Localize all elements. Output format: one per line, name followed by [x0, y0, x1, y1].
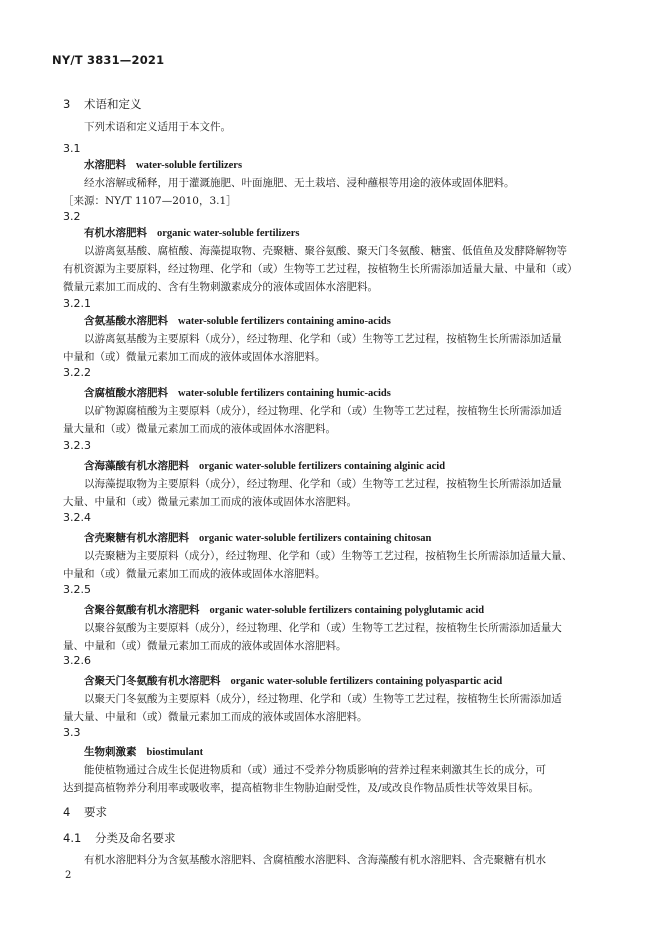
- definition-text-line: 量、中量和（或）微量元素加工而成的液体或固体水溶肥料。: [63, 640, 347, 652]
- definition-text-line: 以海藻提取物为主要原料（成分），经过物理、化学和（或）生物等工艺过程，按植物生长所需添加适量: [84, 478, 562, 490]
- definition-term: [84, 673, 502, 688]
- definition-number: 3.3: [63, 726, 81, 739]
- term-english: organic water-soluble fertilizers containing alginic acid: [199, 461, 446, 472]
- definition-text-line: 量大量、中量和（或）微量元素加工而成的液体或固体水溶肥料。: [63, 711, 368, 723]
- section-number: 3: [63, 97, 71, 111]
- section-4-heading: [63, 804, 107, 820]
- section-title: 术语和定义: [83, 97, 142, 111]
- term-english: organic water-soluble fertilizers containing chitosan: [199, 533, 432, 544]
- term-chinese: 含腐植酸水溶肥料: [84, 387, 168, 399]
- subsection-4-1-heading: [63, 830, 175, 846]
- definition-term: [84, 313, 391, 328]
- term-chinese: 含海藻酸有机水溶肥料: [84, 460, 189, 472]
- definition-text-line: 以聚谷氨酸为主要原料（成分），经过物理、化学和（或）生物等工艺过程，按植物生长所需添加适量大: [84, 622, 562, 634]
- definition-number: 3.2.4: [63, 511, 91, 524]
- term-english: organic water-soluble fertilizers containing polyaspartic acid: [230, 676, 503, 687]
- subsection-number: 4.1: [63, 831, 82, 845]
- term-english: organic water-soluble fertilizers containing polyglutamic acid: [209, 605, 485, 616]
- paragraph-line: 有机水溶肥料分为含氨基酸水溶肥料、含腐植酸水溶肥料、含海藻酸有机水溶肥料、含壳聚糖有机水: [84, 854, 546, 866]
- section-intro: 下列术语和定义适用于本文件。: [84, 121, 231, 133]
- definition-text-line: 中量和（或）微量元素加工而成的液体或固体水溶肥料。: [63, 351, 326, 363]
- definition-number: 3.2.5: [63, 583, 91, 596]
- section-3-heading: [63, 96, 141, 112]
- term-chinese: 生物刺激素: [84, 746, 137, 758]
- definition-term: [84, 602, 484, 617]
- definition-text-line: 经水溶解或稀释，用于灌溉施肥、叶面施肥、无土栽培、浸种蘸根等用途的液体或固体肥料。: [84, 177, 515, 189]
- definition-number: 3.2: [63, 210, 81, 223]
- definition-text-line: 有机资源为主要原料，经过物理、化学和（或）生物等工艺过程，按植物生长所需添加适量大量、中量和（或）: [63, 263, 578, 275]
- definition-term: [84, 225, 299, 240]
- definition-text-line: 以游离氨基酸为主要原料（成分），经过物理、化学和（或）生物等工艺过程，按植物生长所需添加适量: [84, 333, 562, 345]
- definition-term: [84, 157, 242, 172]
- term-english: water-soluble fertilizers containing amino-acids: [178, 316, 391, 327]
- subsection-title: 分类及命名要求: [94, 831, 176, 845]
- term-chinese: 含聚谷氨酸有机水溶肥料: [84, 604, 200, 616]
- definition-text-line: 大量、中量和（或）微量元素加工而成的液体或固体水溶肥料。: [63, 496, 357, 508]
- definition-text-line: 以矿物源腐植酸为主要原料（成分），经过物理、化学和（或）生物等工艺过程，按植物生长所需添加适: [84, 405, 562, 417]
- definition-text-line: 微量元素加工而成的、含有生物刺激素成分的液体或固体水溶肥料。: [63, 281, 378, 293]
- definition-term: [84, 744, 203, 759]
- term-chinese: 含聚天门冬氨酸有机水溶肥料: [84, 675, 221, 687]
- definition-number: 3.1: [63, 142, 81, 155]
- definition-number: 3.2.1: [63, 297, 91, 310]
- definition-term: [84, 530, 431, 545]
- definition-number: 3.2.6: [63, 654, 91, 667]
- definition-term: [84, 458, 445, 473]
- definition-number: 3.2.2: [63, 366, 91, 379]
- term-chinese: 水溶肥料: [84, 159, 126, 171]
- term-chinese: 含氨基酸水溶肥料: [84, 315, 168, 327]
- term-english: organic water-soluble fertilizers: [157, 228, 300, 239]
- definition-text-line: 以壳聚糖为主要原料（成分），经过物理、化学和（或）生物等工艺过程，按植物生长所需添加适量大量、: [84, 550, 573, 562]
- definition-text-line: 能使植物通过合成生长促进物质和（或）通过不受养分物质影响的营养过程来刺激其生长的成分，可: [84, 764, 546, 776]
- term-chinese: 有机水溶肥料: [84, 227, 147, 239]
- definition-text-line: ［来源：NY/T 1107—2010，3.1］: [63, 195, 237, 207]
- section-number: 4: [63, 805, 71, 819]
- definition-text-line: 以游离氨基酸、腐植酸、海藻提取物、壳聚糖、聚谷氨酸、聚天门冬氨酸、糖蜜、低值鱼及发酵降解物等: [84, 245, 567, 257]
- definition-term: [84, 385, 391, 400]
- definition-text-line: 中量和（或）微量元素加工而成的液体或固体水溶肥料。: [63, 568, 326, 580]
- definition-number: 3.2.3: [63, 439, 91, 452]
- page-number: 2: [65, 870, 72, 881]
- definition-text-line: 以聚天门冬氨酸为主要原料（成分），经过物理、化学和（或）生物等工艺过程，按植物生长所需添加适: [84, 693, 562, 705]
- term-english: water-soluble fertilizers: [136, 160, 243, 171]
- definition-text-line: 达到提高植物养分利用率或吸收率，提高植物非生物胁迫耐受性，及/或改良作物品质性状等效果目标。: [63, 782, 540, 794]
- term-english: biostimulant: [146, 747, 204, 758]
- term-chinese: 含壳聚糖有机水溶肥料: [84, 532, 189, 544]
- standard-number-header: NY/T 3831—2021: [52, 53, 165, 67]
- section-title: 要求: [83, 805, 107, 819]
- term-english: water-soluble fertilizers containing humic-acids: [178, 388, 391, 399]
- definition-text-line: 量大量和（或）微量元素加工而成的液体或固体水溶肥料。: [63, 423, 336, 435]
